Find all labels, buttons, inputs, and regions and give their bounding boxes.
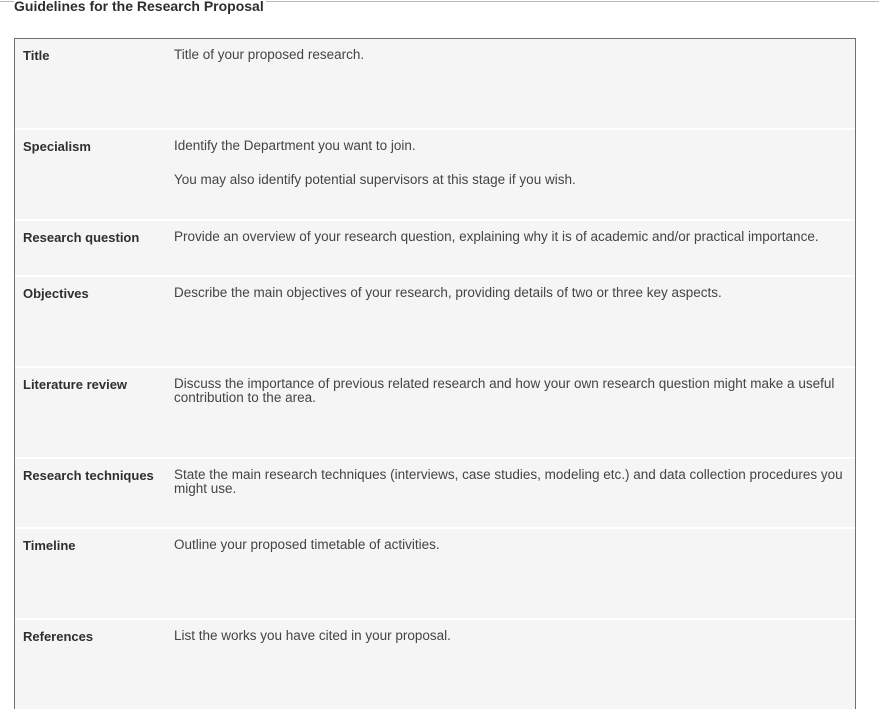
row-label: Literature review xyxy=(23,377,128,392)
description-text: Identify the Department you want to join. xyxy=(174,138,416,153)
row-description xyxy=(174,468,850,496)
row-description xyxy=(174,139,850,187)
table-row-title xyxy=(15,39,855,130)
row-description xyxy=(174,538,850,552)
description-text: Discuss the importance of previous related research and how your own research question might make a useful contribution to the area. xyxy=(174,376,835,405)
row-label: Research question xyxy=(23,230,140,245)
row-label: References xyxy=(23,629,94,644)
row-description xyxy=(174,377,850,405)
row-label: Title xyxy=(23,48,50,63)
row-description xyxy=(174,286,850,300)
guidelines-table xyxy=(14,38,856,709)
table-row-research-techniques xyxy=(15,459,855,529)
table-row-references xyxy=(15,620,855,709)
table-row-objectives xyxy=(15,277,855,368)
description-text: Describe the main objectives of your research, providing details of two or three key aspects. xyxy=(174,285,722,300)
row-description xyxy=(174,230,850,244)
page-title: Guidelines for the Research Proposal xyxy=(14,0,266,15)
description-text: Provide an overview of your research question, explaining why it is of academic and/or practical importance. xyxy=(174,229,819,244)
row-label: Timeline xyxy=(23,538,76,553)
row-label: Research techniques xyxy=(23,468,154,483)
description-text: List the works you have cited in your proposal. xyxy=(174,628,451,643)
table-row-specialism xyxy=(15,130,855,221)
description-text: Outline your proposed timetable of activities. xyxy=(174,537,440,552)
row-description xyxy=(174,629,850,643)
row-label: Objectives xyxy=(23,286,89,301)
row-label: Specialism xyxy=(23,139,91,154)
table-row-research-question xyxy=(15,221,855,277)
description-text: State the main research techniques (interviews, case studies, modeling etc.) and data collection procedures you might use. xyxy=(174,467,843,496)
table-row-timeline xyxy=(15,529,855,620)
description-text: Title of your proposed research. xyxy=(174,47,365,62)
row-description xyxy=(174,48,850,62)
table-row-literature-review xyxy=(15,368,855,459)
description-text: You may also identify potential supervisors at this stage if you wish. xyxy=(174,172,576,187)
